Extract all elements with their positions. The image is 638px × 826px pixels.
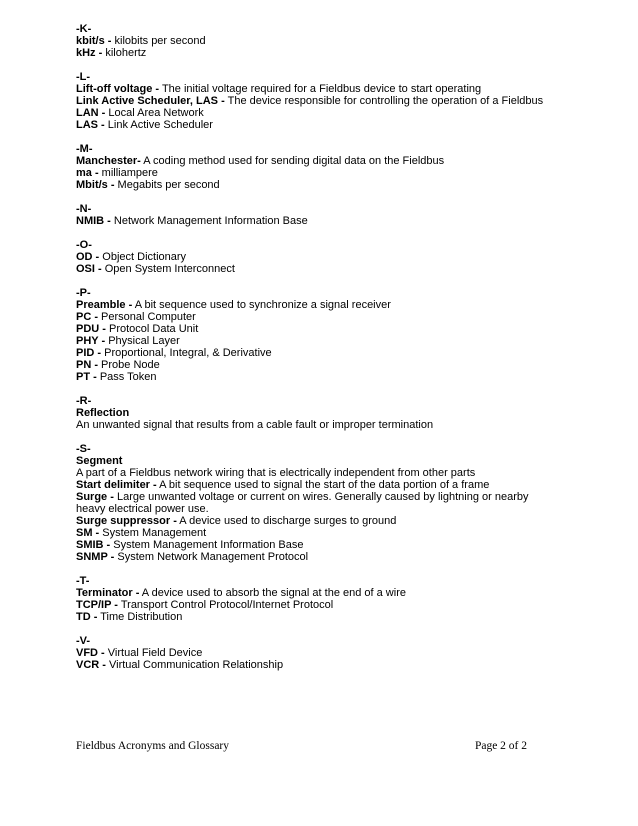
section-letter-heading: -P- (76, 287, 91, 299)
glossary-entry (76, 359, 546, 371)
glossary-content (76, 23, 566, 683)
glossary-term: NMIB - (76, 215, 111, 227)
section-letter-heading: -S- (76, 443, 91, 455)
glossary-section (76, 239, 566, 275)
glossary-entry (76, 155, 546, 167)
glossary-term: kHz - (76, 47, 103, 59)
glossary-entry (76, 371, 546, 383)
glossary-definition: Local Area Network (105, 107, 204, 119)
glossary-entry (76, 599, 546, 611)
glossary-definition: Time Distribution (97, 611, 183, 623)
section-letter-heading: -M- (76, 143, 93, 155)
glossary-definition: System Network Management Protocol (114, 551, 309, 563)
glossary-definition: Network Management Information Base (110, 215, 308, 227)
glossary-entry (76, 323, 546, 335)
glossary-definition: A part of a Fieldbus network wiring that is electrically independent from other parts (76, 467, 476, 479)
glossary-term: VCR - (76, 659, 106, 671)
glossary-entry (76, 47, 546, 59)
glossary-definition: System Management Information Base (110, 539, 304, 551)
glossary-entry (76, 167, 546, 179)
glossary-section (76, 143, 566, 191)
glossary-section (76, 71, 566, 131)
glossary-definition: A bit sequence used to signal the start of the data portion of a frame (156, 479, 490, 491)
glossary-definition: kilohertz (102, 47, 147, 59)
glossary-entry (76, 479, 546, 491)
glossary-term: SMIB - (76, 539, 111, 551)
glossary-definition: kilobits per second (111, 35, 206, 47)
glossary-term: LAN - (76, 107, 106, 119)
glossary-entry (76, 215, 546, 227)
glossary-term: Segment (76, 455, 123, 467)
glossary-entry (76, 311, 546, 323)
glossary-term: Preamble - (76, 299, 133, 311)
glossary-definition: A bit sequence used to synchronize a signal receiver (132, 299, 391, 311)
glossary-definition: A coding method used for sending digital data on the Fieldbus (140, 155, 445, 167)
glossary-entry (76, 467, 546, 479)
glossary-entry (76, 335, 546, 347)
glossary-definition: A device used to discharge surges to ground (176, 515, 397, 527)
glossary-definition: Virtual Communication Relationship (105, 659, 284, 671)
glossary-term: PT - (76, 371, 97, 383)
glossary-definition: Object Dictionary (99, 251, 187, 263)
section-letter-heading: -N- (76, 203, 92, 215)
glossary-entry (76, 611, 546, 623)
glossary-section (76, 635, 566, 671)
glossary-entry (76, 419, 546, 431)
glossary-entry (76, 251, 546, 263)
glossary-entry (76, 539, 546, 551)
glossary-term: Start delimiter - (76, 479, 157, 491)
glossary-section (76, 443, 566, 563)
glossary-term: Reflection (76, 407, 130, 419)
glossary-section (76, 203, 566, 227)
glossary-entry (76, 551, 546, 563)
glossary-term: PID - (76, 347, 102, 359)
glossary-term: PHY - (76, 335, 106, 347)
glossary-definition: Link Active Scheduler (104, 119, 213, 131)
glossary-entry (76, 407, 546, 419)
section-letter-heading: -T- (76, 575, 90, 587)
glossary-term: OSI - (76, 263, 102, 275)
glossary-section (76, 23, 566, 59)
section-letter-heading: -K- (76, 23, 92, 35)
glossary-definition: The initial voltage required for a Fieldbus device to start operating (159, 83, 482, 95)
glossary-term: TCP/IP - (76, 599, 118, 611)
glossary-entry (76, 347, 546, 359)
glossary-term: SM - (76, 527, 100, 539)
glossary-definition: The device responsible for controlling the operation of a Fieldbus (224, 95, 544, 107)
glossary-section (76, 575, 566, 623)
glossary-term: Manchester- (76, 155, 141, 167)
glossary-definition: Open System Interconnect (101, 263, 235, 275)
glossary-definition: Transport Control Protocol/Internet Protocol (117, 599, 334, 611)
glossary-entry (76, 587, 546, 599)
glossary-term: Surge suppressor - (76, 515, 177, 527)
glossary-term: TD - (76, 611, 98, 623)
footer-title: Fieldbus Acronyms and Glossary (76, 740, 230, 752)
glossary-definition: Megabits per second (114, 179, 220, 191)
footer-page-number: Page 2 of 2 (474, 740, 527, 752)
glossary-entry (76, 527, 546, 539)
glossary-entry (76, 35, 546, 47)
glossary-term: VFD - (76, 647, 105, 659)
section-letter-heading: -L- (76, 71, 91, 83)
glossary-term: Mbit/s - (76, 179, 115, 191)
glossary-definition: Pass Token (96, 371, 157, 383)
glossary-term: OD - (76, 251, 100, 263)
glossary-term: Terminator - (76, 587, 140, 599)
glossary-term: PN - (76, 359, 98, 371)
glossary-term: PDU - (76, 323, 106, 335)
glossary-definition: Physical Layer (105, 335, 180, 347)
glossary-definition: Protocol Data Unit (105, 323, 199, 335)
glossary-definition: Virtual Field Device (104, 647, 203, 659)
glossary-entry (76, 95, 546, 107)
glossary-definition: Probe Node (98, 359, 160, 371)
glossary-entry (76, 179, 546, 191)
glossary-term: Link Active Scheduler, LAS - (76, 95, 225, 107)
glossary-entry (76, 515, 546, 527)
glossary-definition: Proportional, Integral, & Derivative (101, 347, 272, 359)
glossary-entry (76, 119, 546, 131)
page-footer (76, 740, 527, 752)
glossary-section (76, 287, 566, 383)
glossary-term: PC - (76, 311, 98, 323)
glossary-definition: milliampere (98, 167, 158, 179)
glossary-entry (76, 299, 546, 311)
glossary-definition: System Management (99, 527, 207, 539)
glossary-definition: A device used to absorb the signal at the end of a wire (139, 587, 406, 599)
glossary-term: Lift-off voltage - (76, 83, 160, 95)
glossary-entry (76, 83, 546, 95)
glossary-entry (76, 455, 546, 467)
glossary-entry (76, 659, 546, 671)
glossary-term: LAS - (76, 119, 105, 131)
glossary-entry (76, 263, 546, 275)
section-letter-heading: -R- (76, 395, 92, 407)
glossary-term: SNMP - (76, 551, 115, 563)
glossary-section (76, 395, 566, 431)
glossary-definition: An unwanted signal that results from a cable fault or improper termination (76, 419, 434, 431)
glossary-definition: Large unwanted voltage or current on wires. Generally caused by lightning or nearby heavy electrical power use. (76, 491, 529, 515)
glossary-definition: Personal Computer (98, 311, 196, 323)
glossary-term: kbit/s - (76, 35, 112, 47)
glossary-entry (76, 491, 546, 515)
glossary-entry (76, 647, 546, 659)
glossary-term: ma - (76, 167, 99, 179)
glossary-term: Surge - (76, 491, 114, 503)
section-letter-heading: -O- (76, 239, 92, 251)
glossary-entry (76, 107, 546, 119)
section-letter-heading: -V- (76, 635, 91, 647)
